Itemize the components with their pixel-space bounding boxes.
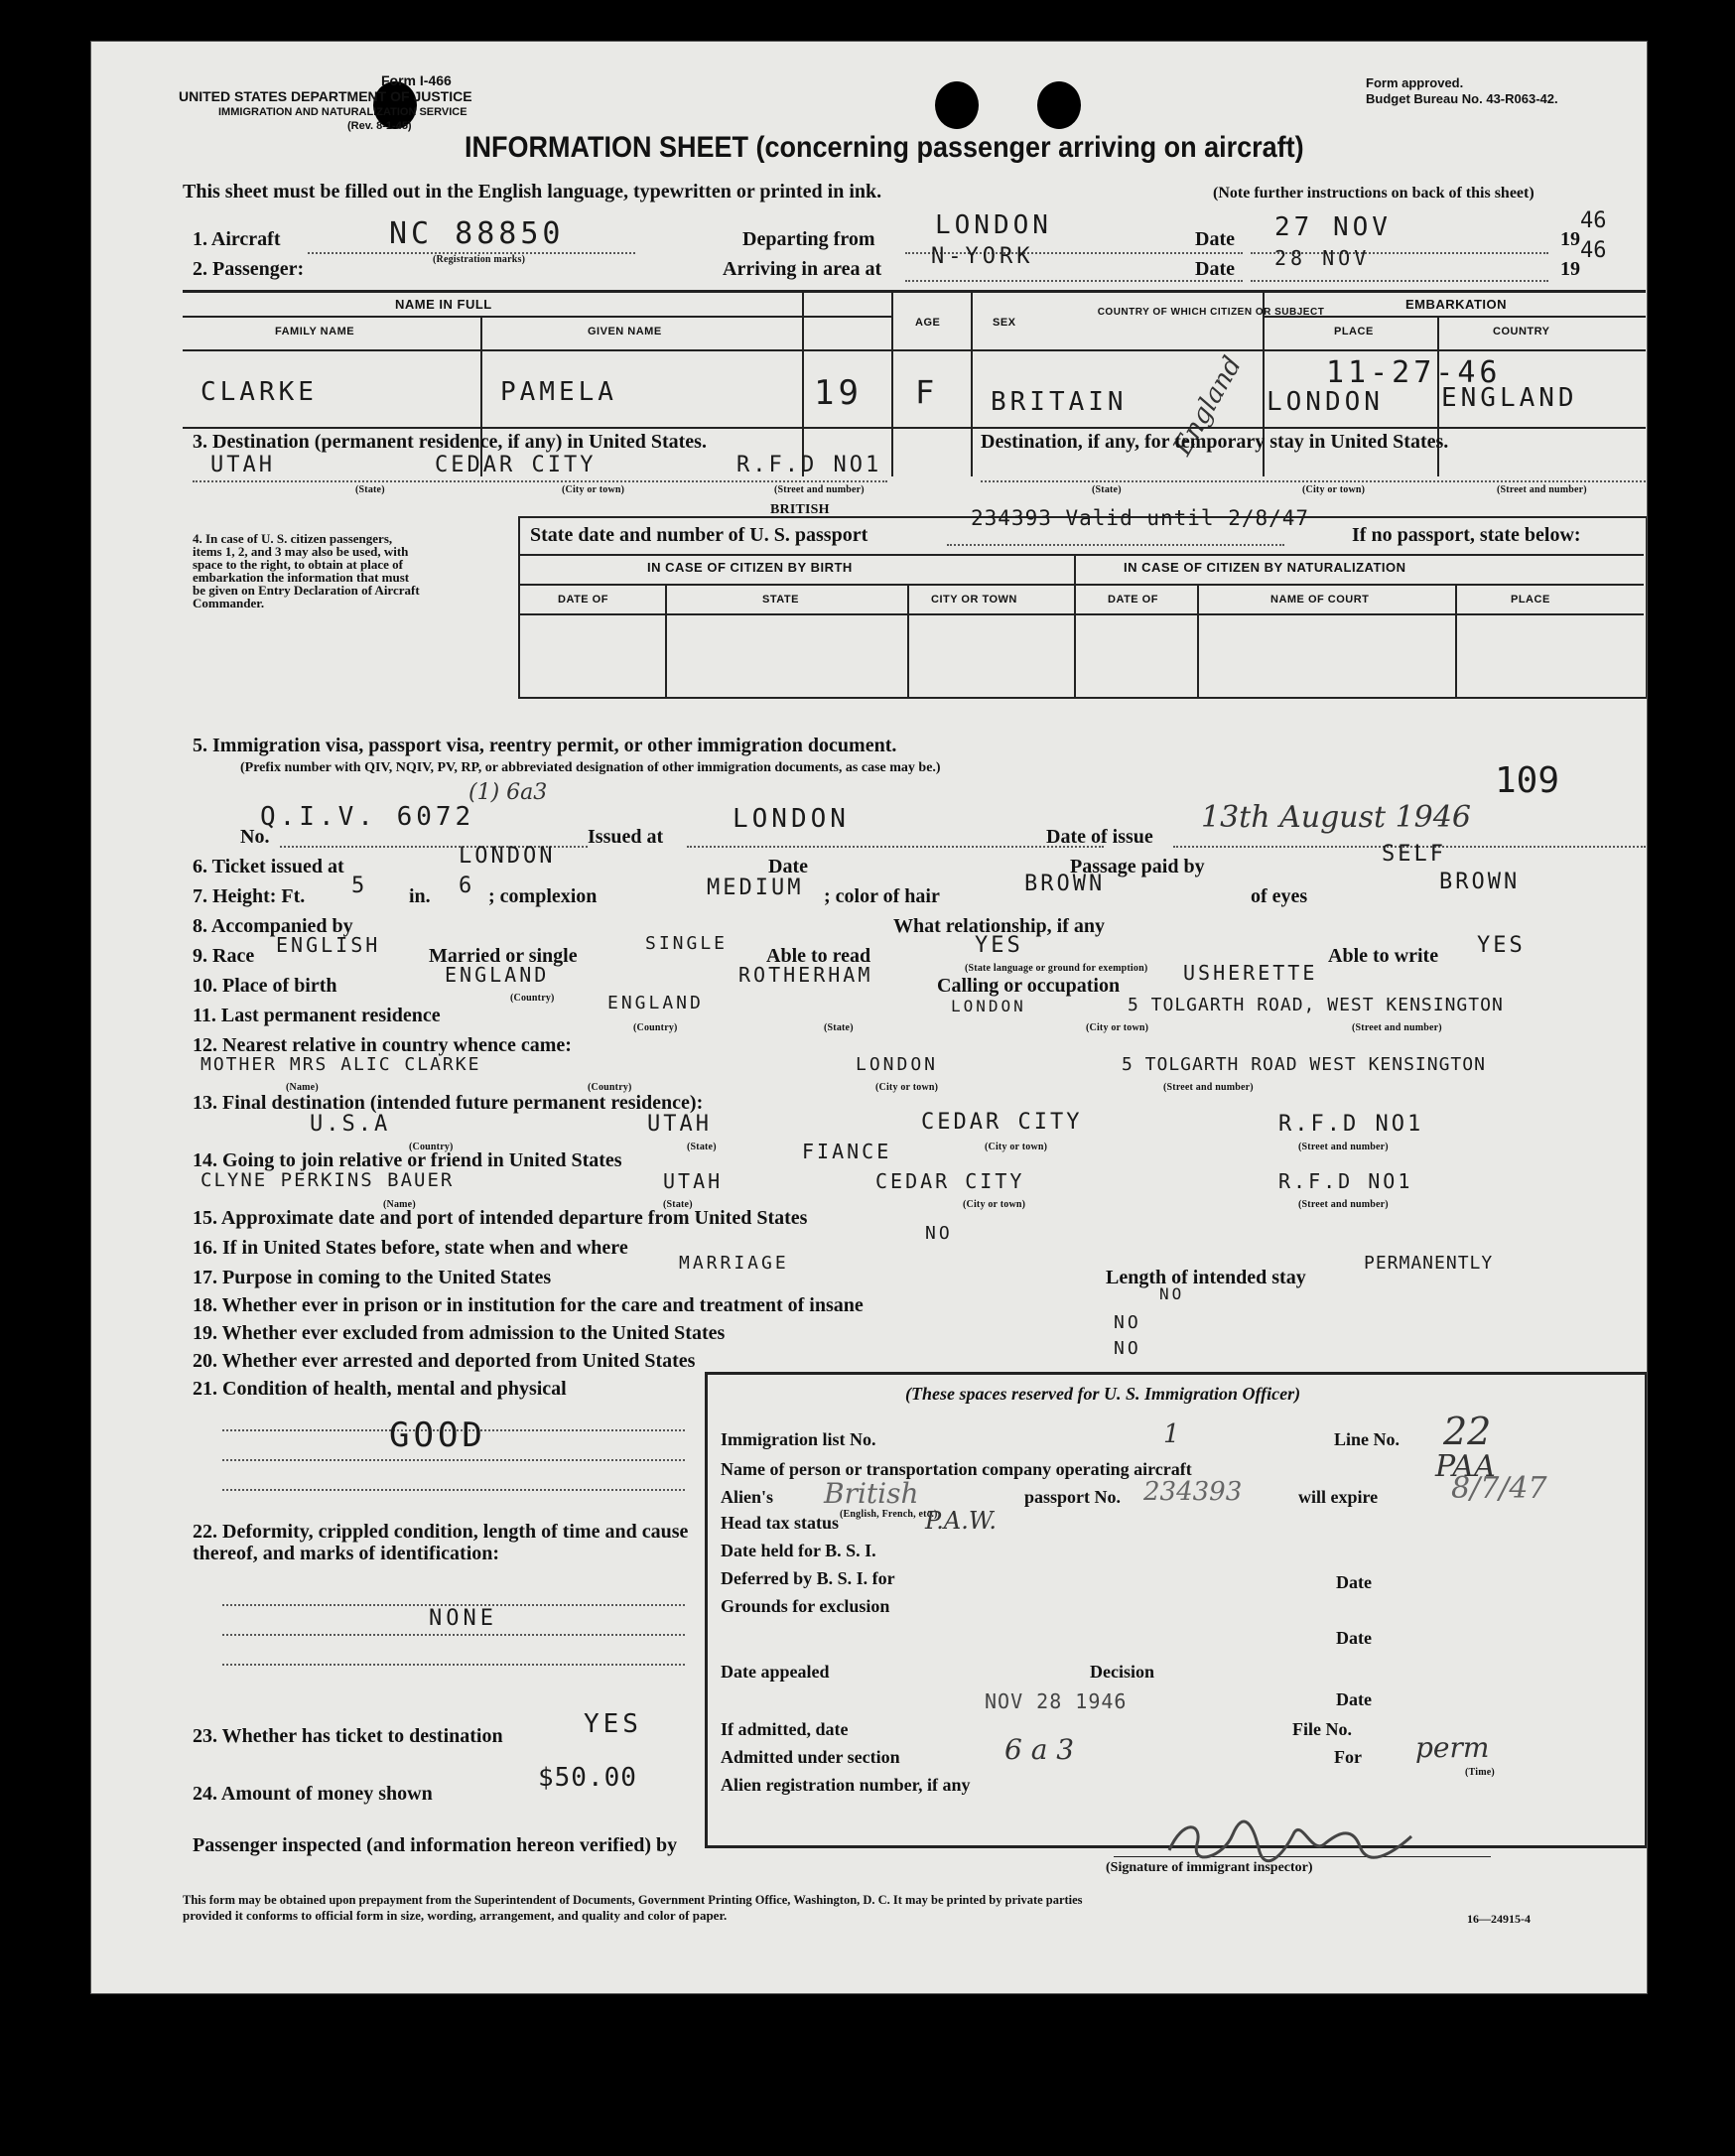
label-date: Date [1336,1572,1372,1592]
visa-issued-value: LONDON [733,804,850,834]
label-held-bsi: Date held for B. S. I. [721,1541,876,1560]
dest-city-value: CEDAR CITY [435,453,597,477]
arriving-value: N-YORK [931,244,1034,269]
deformity-value: NONE [429,1606,497,1631]
alien-lang-value: British [824,1477,919,1510]
label-q4-passport: State date and number of U. S. passport [530,524,868,546]
label-will-expire: will expire [1298,1487,1379,1507]
join-city-value: CEDAR CITY [875,1169,1025,1193]
residence-city-value: LONDON [951,997,1026,1015]
label-for: For [1334,1747,1362,1767]
label-family-name: FAMILY NAME [275,326,355,337]
final-country-value: U.S.A [310,1112,391,1137]
label-inspected: Passenger inspected (and information hereon verified) by [193,1834,678,1856]
label-arriving: Arriving in area at [723,258,882,280]
embark-date-value: 11-27-46 [1326,355,1502,390]
label-relationship: What relationship, if any [893,915,1105,937]
label-year: 19 [1560,228,1580,250]
head-tax-value: P.A.W. [925,1507,997,1535]
label-read: Able to read [766,945,871,967]
length-value: PERMANENTLY [1364,1253,1494,1274]
visa-number-value: Q.I.V. 6072 [260,802,475,832]
label-q13: 13. Final destination (intended future permanent residence): [193,1092,704,1114]
birth-city-value: ROTHERHAM [738,963,873,987]
label-col-state: STATE [762,594,799,606]
label-aliens: Alien's [721,1487,774,1507]
label-q16: 16. If in United States before, state when and where [193,1237,628,1259]
before-value: NO [925,1223,953,1244]
british-overwrite: BRITISH [770,502,830,517]
label-country-sm: (Country) [409,1142,454,1152]
label-q6: 6. Ticket issued at [193,856,344,877]
label-city: (City or town) [1086,1022,1149,1033]
dep-year: 46 [1580,208,1607,233]
deported-value: NO [1114,1338,1141,1359]
label-citizen-birth: IN CASE OF CITIZEN BY BIRTH [647,560,853,575]
label-street: (Street and number) [1298,1199,1389,1210]
write-value: YES [1477,933,1526,958]
label-q5: 5. Immigration visa, passport visa, reentry permit, or other immigration document. [193,735,897,756]
money-value: $50.00 [538,1763,637,1793]
label-court: NAME OF COURT [1270,594,1370,606]
label-calling: Calling or occupation [937,975,1121,997]
health-value: GOOD [389,1415,486,1455]
embark-place-value: LONDON [1267,387,1384,417]
label-city: (City or town) [1302,484,1366,495]
label-reserved: (These spaces reserved for U. S. Immigration Officer) [905,1384,1301,1404]
label-q3: 3. Destination (permanent residence, if any) in United States. [193,431,707,453]
label-write: Able to write [1328,945,1439,967]
form-approved: Form approved. [1366,75,1464,90]
label-embarkation: EMBARKATION [1405,297,1508,312]
label-decision: Decision [1090,1662,1154,1682]
join-name-value: CLYNE PERKINS BAUER [200,1169,455,1191]
race-value: ENGLISH [276,933,381,957]
dest-state-value: UTAH [210,453,275,477]
label-departing: Departing from [742,228,875,250]
prison-value: NO [1159,1284,1185,1303]
label-alien-reg: Alien registration number, if any [721,1775,971,1795]
label-street: (Street and number) [1497,484,1587,495]
department: UNITED STATES DEPARTMENT OF JUSTICE [179,88,472,104]
label-country-sm: (Country) [588,1082,632,1093]
passport-value: 234393 Valid until 2/8/47 [971,506,1310,530]
relative-city-value: LONDON [856,1054,939,1075]
form-number: Form I-466 [381,72,452,88]
marital-value: SINGLE [645,933,729,954]
label-state: (State) [355,484,385,495]
label-aircraft: 1. Aircraft [193,228,281,250]
visa-section-annotation: (1) 6a3 [468,780,548,805]
residence-street-value: 5 TOLGARTH ROAD, WEST KENSINGTON [1128,995,1504,1015]
label-city: (City or town) [875,1082,939,1093]
label-q3b: Destination, if any, for temporary stay in United States. [981,431,1449,453]
relative-street-value: 5 TOLGARTH ROAD WEST KENSINGTON [1122,1054,1486,1075]
expire-value: 8/7/47 [1451,1471,1547,1506]
label-eyes: of eyes [1251,885,1308,907]
footer-text-1: This form may be obtained upon prepayment from the Superintendent of Documents, Government Printing Office, Washington, D. C. It may be printed by private parties [183,1892,1083,1907]
label-q12: 12. Nearest relative in country whence came: [193,1034,572,1056]
alien-passport-value: 234393 [1143,1477,1243,1507]
label-date: Date [1336,1628,1372,1648]
label-q7: 7. Height: Ft. [193,885,306,907]
label-ticket-date: Date [768,856,808,877]
label-q14: 14. Going to join relative or friend in United States [193,1149,622,1171]
instruction: This sheet must be filled out in the English language, typewritten or printed in ink. [183,181,882,202]
label-q5-sub: (Prefix number with QIV, NQIV, PV, RP, or abbreviated designation of other immigration documents, as case may be.) [240,760,941,775]
dep-date-value: 27 NOV [1274,212,1392,242]
sex-value: F [915,373,939,411]
label-name-in-full: NAME IN FULL [395,297,492,312]
label-date-of: DATE OF [558,594,608,606]
punch-hole [935,81,979,129]
imm-list-value: 1 [1163,1419,1180,1449]
relative-name-value: MOTHER MRS ALIC CLARKE [200,1054,481,1075]
punch-hole [1037,81,1081,129]
label-q4: 4. In case of U. S. citizen passengers, items 1, 2, and 3 may also be used, with space to the right, to obtain at place of embarkation the information that must be given on Entry Declaration of Aircraft Commander. [193,531,420,610]
label-country: COUNTRY [1493,326,1550,337]
label-married: Married or single [429,945,578,967]
departing-value: LONDON [935,210,1052,240]
label-deferred: Deferred by B. S. I. for [721,1568,895,1588]
label-year: 19 [1560,258,1580,280]
label-city: (City or town) [963,1199,1026,1210]
read-value: YES [975,933,1023,958]
label-q15: 15. Approximate date and port of intended departure from United States [193,1207,808,1229]
label-no-passport: If no passport, state below: [1352,524,1581,546]
label-admitted-section: Admitted under section [721,1747,900,1767]
label-country-sm: (Country) [633,1022,678,1033]
label-q19: 19. Whether ever excluded from admission to the United States [193,1322,726,1344]
label-appealed: Date appealed [721,1662,830,1682]
label-if-admitted: If admitted, date [721,1719,849,1739]
label-registration: (Registration marks) [433,254,526,265]
label-q23: 23. Whether has ticket to destination [193,1725,503,1747]
final-state-value: UTAH [647,1112,712,1137]
arr-date-value: 28 NOV [1274,246,1371,270]
label-length-stay: Length of intended stay [1106,1267,1306,1288]
embark-country-value: ENGLAND [1441,383,1578,413]
label-issued-at: Issued at [588,826,664,848]
label-state: (State) [663,1199,693,1210]
label-arr-date: Date [1195,258,1235,280]
label-country-sm: (Country) [510,993,555,1004]
relationship-value: FIANCE [802,1140,892,1163]
label-q11: 11. Last permanent residence [193,1005,441,1026]
label-file-no: File No. [1292,1719,1352,1739]
page-number: 109 [1495,760,1560,801]
final-city-value: CEDAR CITY [921,1110,1083,1135]
label-in: in. [409,885,431,907]
label-state-lang: (State language or ground for exemption) [965,963,1148,974]
hair-value: BROWN [1024,872,1106,896]
footer-text-2: provided it conforms to official form in size, wording, arrangement, and quality and color of paper. [183,1908,728,1923]
complexion-value: MEDIUM [707,876,804,900]
for-value: perm [1415,1731,1490,1764]
label-place: PLACE [1334,326,1374,337]
label-grounds: Grounds for exclusion [721,1596,890,1616]
join-street-value: R.F.D NO1 [1278,1169,1413,1193]
label-q10: 10. Place of birth [193,975,337,997]
birth-country-value: ENGLAND [445,963,550,987]
label-date-of-issue: Date of issue [1046,826,1153,848]
label-passport-no: passport No. [1024,1487,1122,1507]
aircraft-value: NC 88850 [389,216,565,251]
form-title: INFORMATION SHEET (concerning passenger arriving on aircraft) [465,131,1304,164]
information-sheet [91,42,1647,1993]
label-country-citizen: COUNTRY OF WHICH CITIZEN OR SUBJECT [1097,307,1325,318]
label-dep-date: Date [1195,228,1235,250]
label-passage-paid: Passage paid by [1070,856,1205,877]
label-hair: ; color of hair [824,885,940,907]
age-value: 19 [814,373,863,413]
occupation-value: USHERETTE [1183,961,1318,985]
label-q8: 8. Accompanied by [193,915,353,937]
dest-street-value: R.F.D NO1 [736,453,882,477]
visa-date-value: 13th August 1946 [1201,800,1471,835]
label-sex: SEX [993,317,1016,329]
label-street: (Street and number) [1352,1022,1442,1033]
label-place-col: PLACE [1511,594,1550,606]
section-value: 6 a 3 [1004,1733,1075,1766]
arr-year: 46 [1580,238,1607,263]
label-date: Date [1336,1689,1372,1709]
label-state: (State) [1092,484,1122,495]
line-no-value: 22 [1443,1410,1492,1453]
label-line-no: Line No. [1334,1429,1401,1449]
footer-form-number: 16—24915-4 [1467,1912,1531,1926]
eyes-value: BROWN [1439,870,1521,894]
admitted-date-stamp: NOV 28 1946 [985,1689,1128,1713]
label-age: AGE [915,317,941,329]
label-given-name: GIVEN NAME [588,326,662,337]
operator-value: PAA [1435,1449,1496,1484]
label-city: (City or town) [562,484,625,495]
final-street-value: R.F.D NO1 [1278,1112,1424,1137]
label-head-tax: Head tax status [721,1513,840,1533]
label-time-sm: (Time) [1465,1767,1495,1778]
label-q18: 18. Whether ever in prison or in institution for the care and treatment of insane [193,1294,864,1316]
label-state: (State) [687,1142,717,1152]
label-street: (Street and number) [1298,1142,1389,1152]
label-citizen-nat: IN CASE OF CITIZEN BY NATURALIZATION [1124,560,1406,575]
purpose-value: MARRIAGE [679,1253,789,1274]
citizen-annotation: England [1167,351,1249,461]
label-street: (Street and number) [774,484,865,495]
label-street: (Street and number) [1163,1082,1254,1093]
budget-number: Budget Bureau No. 43-R063-42. [1366,91,1558,106]
label-imm-list: Immigration list No. [721,1429,876,1449]
label-q17: 17. Purpose in coming to the United States [193,1267,552,1288]
join-state-value: UTAH [663,1169,724,1193]
label-date-of: DATE OF [1108,594,1158,606]
label-no: No. [240,826,270,848]
family-name-value: CLARKE [200,377,318,407]
residence-country-value: ENGLAND [607,993,704,1013]
ticket-issued-value: LONDON [459,844,556,869]
label-passenger: 2. Passenger: [193,258,305,280]
ticket-dest-value: YES [584,1709,642,1739]
label-operator: Name of person or transportation company operating aircraft [721,1459,1192,1479]
label-name-sm: (Name) [286,1082,319,1093]
label-city-town: CITY OR TOWN [931,594,1017,606]
label-q9: 9. Race [193,945,255,967]
label-q22: 22. Deformity, crippled condition, length of time and cause thereof, and marks of identification: [193,1521,689,1564]
height-ft-value: 5 [351,874,368,898]
citizen-value: BRITAIN [991,387,1128,417]
label-q24: 24. Amount of money shown [193,1783,433,1805]
label-state: (State) [824,1022,854,1033]
passage-paid-value: SELF [1382,842,1446,867]
label-q20: 20. Whether ever arrested and deported from United States [193,1350,696,1372]
label-name-sm: (Name) [383,1199,416,1210]
note: (Note further instructions on back of this sheet) [1213,185,1535,202]
label-lang-sm: (English, French, etc.) [840,1509,938,1520]
label-sig-caption: (Signature of immigrant inspector) [1106,1860,1313,1875]
given-name-value: PAMELA [500,377,617,407]
label-q21: 21. Condition of health, mental and physical [193,1378,567,1400]
service: IMMIGRATION AND NATURALIZATION SERVICE [218,106,467,118]
revision: (Rev. 8-1-45) [347,120,412,132]
excluded-value: NO [1114,1312,1141,1333]
label-complexion: ; complexion [488,885,598,907]
label-city: (City or town) [985,1142,1048,1152]
height-in-value: 6 [459,874,475,898]
